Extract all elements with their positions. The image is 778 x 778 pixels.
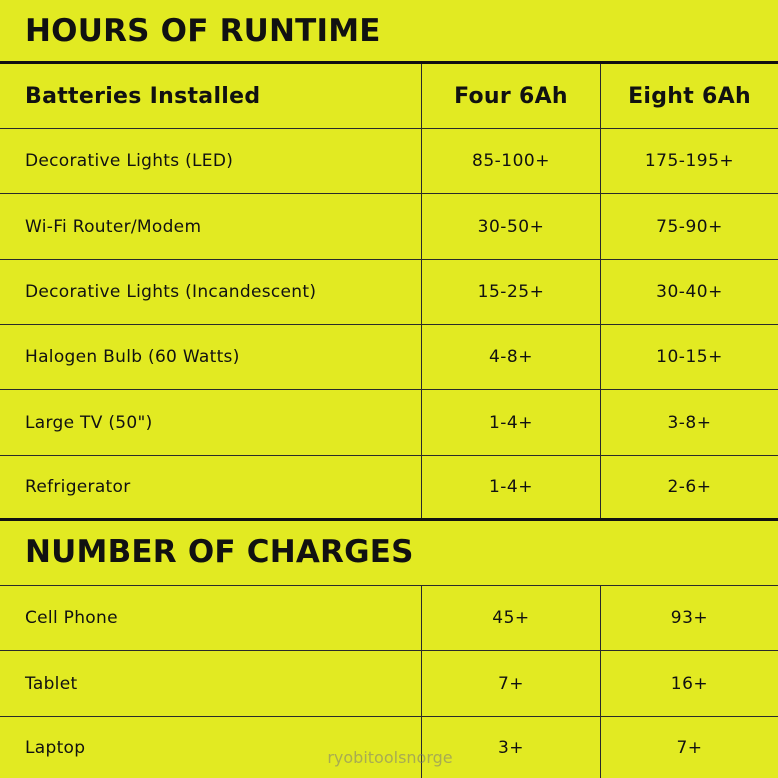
row-value-four: 15-25+ bbox=[477, 282, 545, 302]
row-value-four: 7+ bbox=[497, 673, 525, 694]
table-row bbox=[0, 260, 778, 324]
table-row bbox=[0, 586, 778, 650]
row-value-eight: 3-8+ bbox=[667, 412, 712, 433]
row-value-four: 85-100+ bbox=[472, 151, 550, 171]
header-four-6ah: Four 6Ah bbox=[454, 83, 568, 109]
header-eight-6ah: Eight 6Ah bbox=[628, 83, 751, 109]
row-value-four: 30-50+ bbox=[477, 216, 545, 237]
table-row bbox=[0, 651, 778, 716]
watermark-text: ryobitoolsnorge bbox=[327, 748, 453, 767]
header-batteries-installed: Batteries Installed bbox=[25, 83, 261, 109]
table-row bbox=[0, 325, 778, 389]
row-label: Cell Phone bbox=[25, 608, 118, 628]
row-label: Refrigerator bbox=[25, 477, 131, 497]
runtime-section-title: HOURS OF RUNTIME bbox=[25, 13, 381, 49]
charges-section-divider bbox=[0, 518, 778, 521]
row-label: Tablet bbox=[25, 673, 78, 694]
row-value-eight: 16+ bbox=[670, 673, 709, 694]
row-value-eight: 30-40+ bbox=[656, 282, 723, 302]
column-divider bbox=[600, 586, 601, 778]
row-label: Laptop bbox=[25, 737, 86, 758]
row-label: Wi-Fi Router/Modem bbox=[25, 216, 202, 237]
row-value-four: 3+ bbox=[497, 737, 525, 758]
row-value-four: 45+ bbox=[492, 608, 530, 628]
table-row bbox=[0, 456, 778, 518]
column-divider bbox=[421, 64, 422, 518]
row-value-eight: 2-6+ bbox=[667, 477, 712, 497]
row-value-eight: 175-195+ bbox=[644, 151, 735, 171]
column-divider bbox=[600, 64, 601, 518]
row-label: Large TV (50") bbox=[25, 412, 153, 433]
charges-section-title: NUMBER OF CHARGES bbox=[25, 534, 414, 570]
row-value-four: 1-4+ bbox=[488, 477, 533, 497]
row-value-eight: 93+ bbox=[670, 608, 709, 628]
table-row bbox=[0, 194, 778, 259]
row-value-eight: 7+ bbox=[676, 737, 703, 758]
row-label: Halogen Bulb (60 Watts) bbox=[25, 347, 240, 367]
runtime-header-row bbox=[0, 64, 778, 128]
table-row bbox=[0, 390, 778, 455]
row-label: Decorative Lights (LED) bbox=[25, 151, 234, 171]
row-value-four: 1-4+ bbox=[488, 412, 533, 433]
row-value-eight: 75-90+ bbox=[656, 216, 723, 237]
row-value-four: 4-8+ bbox=[488, 347, 533, 367]
table-row bbox=[0, 129, 778, 193]
row-value-eight: 10-15+ bbox=[656, 347, 723, 367]
row-label: Decorative Lights (Incandescent) bbox=[25, 282, 317, 302]
